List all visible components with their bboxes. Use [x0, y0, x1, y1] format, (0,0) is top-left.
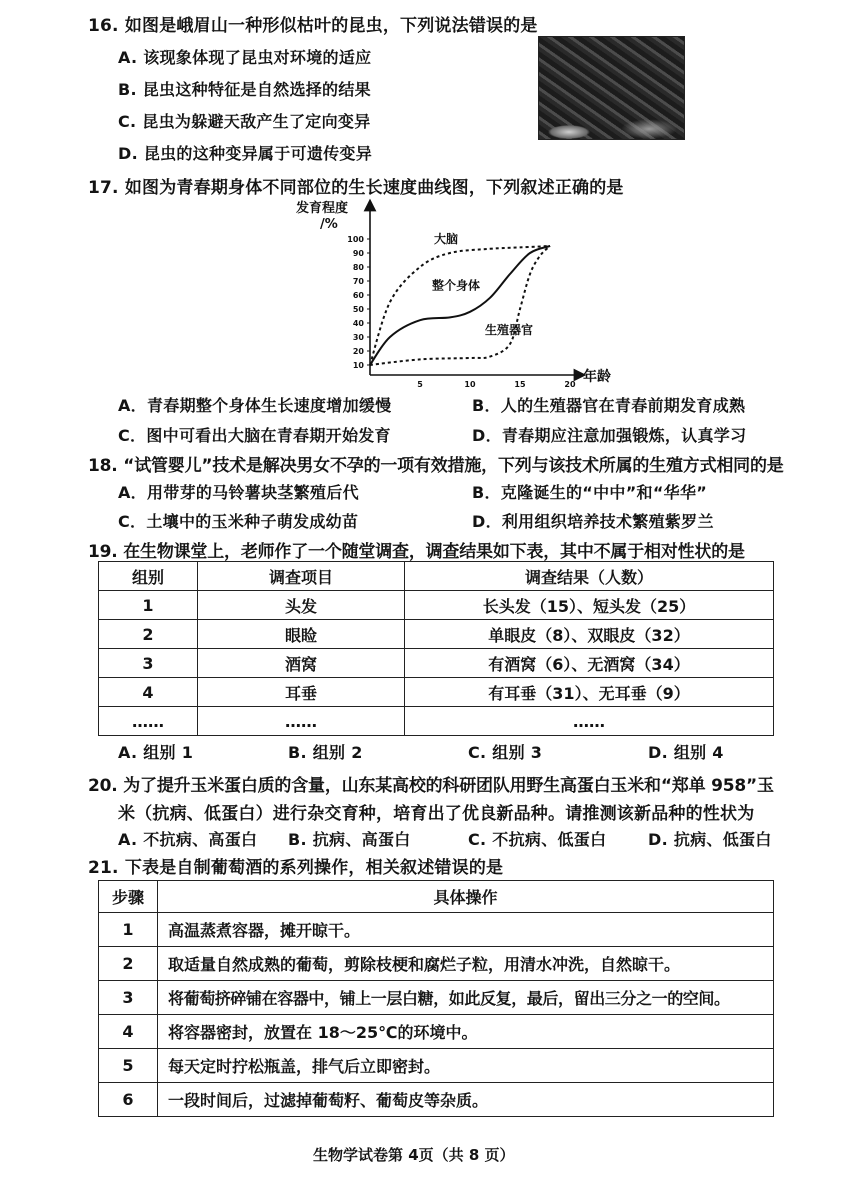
x-tick-label: 15	[514, 380, 526, 389]
q17-option-b: B．人的生殖器官在青春前期发育成熟	[472, 396, 746, 415]
table-cell: 一段时间后，过滤掉葡萄籽、葡萄皮等杂质。	[158, 1083, 774, 1117]
y-tick-label: 40	[352, 319, 364, 328]
table-cell: 单眼皮（8）、双眼皮（32）	[405, 620, 774, 649]
table-cell: 有耳垂（31）、无耳垂（9）	[405, 678, 774, 707]
table-header-cell: 调查项目	[198, 562, 405, 591]
q20-option-b: B. 抗病、高蛋白	[288, 830, 411, 849]
table-row	[99, 947, 774, 981]
table-cell: 2	[99, 620, 198, 649]
table-cell: 将容器密封，放置在 18～25℃的环境中。	[158, 1015, 774, 1049]
q16-option-a: A. 该现象体现了昆虫对环境的适应	[118, 48, 372, 67]
table-cell: ……	[405, 707, 774, 736]
q16-option-b: B. 昆虫这种特征是自然选择的结果	[118, 80, 371, 99]
table-cell: 头发	[198, 591, 405, 620]
table-row	[99, 1049, 774, 1083]
series-label-3: 生殖器官	[485, 323, 534, 338]
table-header-row	[99, 881, 774, 913]
table-cell: 高温蒸煮容器，摊开晾干。	[158, 913, 774, 947]
q19-option-b: B. 组别 2	[288, 743, 363, 762]
table-cell: 3	[99, 981, 158, 1015]
table-row	[99, 1015, 774, 1049]
y-tick-label: 100	[347, 235, 364, 244]
y-tick-label: 10	[352, 361, 364, 370]
table-header-cell: 组别	[99, 562, 198, 591]
q21-stem: 21. 下表是自制葡萄酒的系列操作，相关叙述错误的是	[88, 858, 504, 878]
q19-stem: 19. 在生物课堂上，老师作了一个随堂调查，调查结果如下表，其中不属于相对性状的是	[88, 542, 745, 562]
q19-option-a: A. 组别 1	[118, 743, 194, 762]
table-row	[99, 913, 774, 947]
x-tick-label: 10	[464, 380, 476, 389]
y-tick-label: 80	[352, 263, 364, 272]
q16-option-d: D. 昆虫的这种变异属于可遗传变异	[118, 144, 373, 163]
table-row	[99, 981, 774, 1015]
table-cell: 4	[99, 678, 198, 707]
table-row	[99, 620, 774, 649]
table-row	[99, 1083, 774, 1117]
x-tick-label: 5	[417, 380, 423, 389]
table-row	[99, 649, 774, 678]
table-header-cell: 调查结果（人数）	[405, 562, 774, 591]
table-cell: 眼睑	[198, 620, 405, 649]
table-row	[99, 678, 774, 707]
table-cell: 4	[99, 1015, 158, 1049]
q18-option-c: C．土壤中的玉米种子萌发成幼苗	[118, 512, 359, 531]
x-tick-label: 20	[564, 380, 576, 389]
q20-option-c: C. 不抗病、低蛋白	[468, 830, 607, 849]
table-row	[99, 591, 774, 620]
table-header-row	[99, 562, 774, 591]
y-tick-label: 70	[352, 277, 364, 286]
leaf-insect-photo	[538, 36, 685, 140]
table-cell: 每天定时拧松瓶盖，排气后立即密封。	[158, 1049, 774, 1083]
table-cell: 6	[99, 1083, 158, 1117]
table-cell: 2	[99, 947, 158, 981]
series-line-1	[370, 246, 550, 365]
table-cell: ……	[99, 707, 198, 736]
q17-option-a: A．青春期整个身体生长速度增加缓慢	[118, 396, 392, 415]
y-tick-label: 30	[352, 333, 364, 342]
growth-chart	[280, 195, 620, 395]
q17-option-d: D．青春期应注意加强锻炼，认真学习	[472, 426, 747, 445]
table-cell: 有酒窝（6）、无酒窝（34）	[405, 649, 774, 678]
q21-table	[98, 880, 774, 1117]
q16-stem: 16. 如图是峨眉山一种形似枯叶的昆虫，下列说法错误的是	[88, 16, 538, 36]
table-cell: 1	[99, 591, 198, 620]
page-footer: 生物学试卷第 4页（共 8 页）	[313, 1146, 515, 1164]
table-cell: 1	[99, 913, 158, 947]
q18-option-a: A．用带芽的马铃薯块茎繁殖后代	[118, 483, 359, 502]
table-cell: 耳垂	[198, 678, 405, 707]
q20-option-d: D. 抗病、低蛋白	[648, 830, 772, 849]
table-cell: ……	[198, 707, 405, 736]
y-tick-label: 90	[352, 249, 364, 258]
q17-stem: 17. 如图为青春期身体不同部位的生长速度曲线图，下列叙述正确的是	[88, 178, 624, 198]
q18-option-b: B．克隆诞生的“中中”和“华华”	[472, 483, 708, 502]
y-axis-unit: /%	[320, 217, 338, 232]
x-axis-label: 年龄	[583, 369, 611, 385]
q18-option-d: D．利用组织培养技术繁殖紫罗兰	[472, 512, 714, 531]
y-axis-label: 发育程度	[296, 201, 349, 216]
table-header-cell: 步骤	[99, 881, 158, 913]
q16-option-c: C. 昆虫为躲避天敌产生了定向变异	[118, 112, 371, 131]
y-tick-label: 50	[352, 305, 364, 314]
table-cell: 5	[99, 1049, 158, 1083]
q19-option-d: D. 组别 4	[648, 743, 724, 762]
q19-option-c: C. 组别 3	[468, 743, 543, 762]
table-cell: 3	[99, 649, 198, 678]
table-header-cell: 具体操作	[158, 881, 774, 913]
table-cell: 酒窝	[198, 649, 405, 678]
y-tick-label: 60	[352, 291, 364, 300]
y-tick-label: 20	[352, 347, 364, 356]
q20-stem-line1: 20. 为了提升玉米蛋白质的含量，山东某高校的科研团队用野生高蛋白玉米和“郑单 958”玉	[88, 776, 774, 796]
series-label-1: 大脑	[434, 232, 459, 247]
table-row	[99, 707, 774, 736]
series-line-2	[370, 246, 550, 365]
q18-stem: 18. “试管婴儿”技术是解决男女不孕的一项有效措施，下列与该技术所属的生殖方式相同的是	[88, 456, 784, 476]
q20-stem-line2: 米（抗病、低蛋白）进行杂交育种，培育出了优良新品种。请推测该新品种的性状为	[118, 804, 755, 824]
q17-option-c: C．图中可看出大脑在青春期开始发育	[118, 426, 391, 445]
series-line-3	[370, 246, 550, 365]
q19-table	[98, 561, 774, 736]
series-label-2: 整个身体	[432, 278, 481, 293]
q20-option-a: A. 不抗病、高蛋白	[118, 830, 258, 849]
table-cell: 将葡萄挤碎铺在容器中，铺上一层白糖，如此反复，最后，留出三分之一的空间。	[158, 981, 774, 1015]
table-cell: 长头发（15）、短头发（25）	[405, 591, 774, 620]
table-cell: 取适量自然成熟的葡萄，剪除枝梗和腐烂子粒，用清水冲洗，自然晾干。	[158, 947, 774, 981]
